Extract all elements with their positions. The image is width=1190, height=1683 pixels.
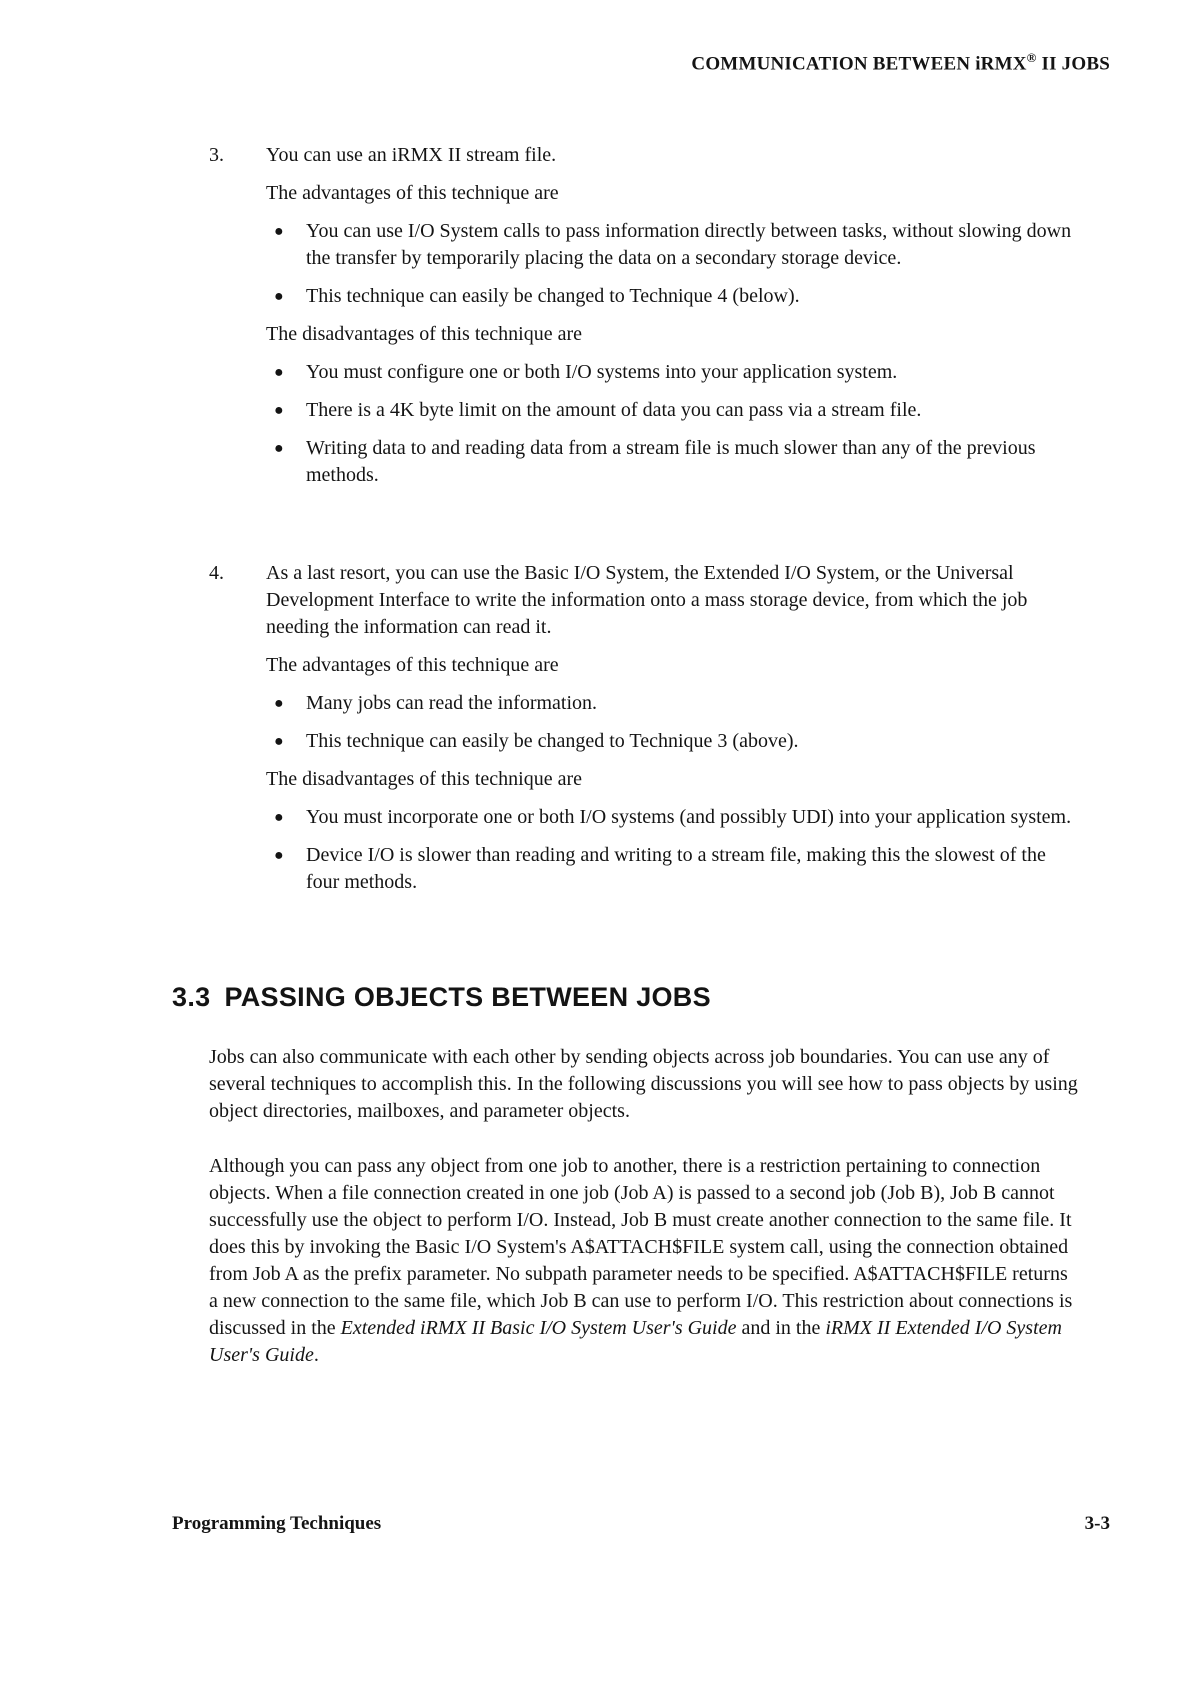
advantages-label: The advantages of this technique are: [266, 182, 559, 204]
bullet-icon: ●: [274, 402, 284, 419]
advantages-list: [266, 690, 1081, 755]
disadvantages-list: [266, 359, 1081, 489]
list-item: ● You can use I/O System calls to pass information directly between tasks, without slowing down the transfer by temporarily placing the data on a secondary storage device.: [274, 220, 1072, 269]
registered-mark: ®: [1026, 50, 1037, 65]
reference-title: Extended iRMX II Basic I/O System User's Guide: [340, 1317, 737, 1339]
section-number: 3.3: [172, 982, 211, 1012]
bullet-icon: ●: [274, 288, 284, 305]
running-header: [691, 50, 1110, 75]
bullet-icon: ●: [274, 695, 284, 712]
numbered-item-4: [209, 560, 1081, 907]
list-item: ● There is a 4K byte limit on the amount of data you can pass via a stream file.: [266, 397, 1081, 424]
section-paragraph-2: Although you can pass any object from one job to another, there is a restriction pertaining to connection objects. When a file connection created in one job (Job A) is passed to a second job (Job B), Job B cannot successfully use the object to perform I/O. Instead, Job B must create another connection to the same file. It does this by invoking the Basic I/O System's A$ATTACH$FILE system call, using the connection obtained from Job A as the prefix parameter. No subpath parameter needs to be specified. A$ATTACH$FILE returns a new connection to the same file, which Job B can use to perform I/O. This restriction about connections is discussed in the Extended iRMX II Basic I/O System User's Guide and in the iRMX II Extended I/O System User's Guide.: [209, 1155, 1073, 1366]
section-heading: [172, 982, 711, 1013]
list-item: ● You must incorporate one or both I/O systems (and possibly UDI) into your application system.: [266, 804, 1081, 831]
section-paragraph-1: Jobs can also communicate with each other by sending objects across job boundaries. You can use any of several techniques to accomplish this. In the following discussions you will see how to pass objects by using object directories, mailboxes, and parameter objects.: [209, 1046, 1078, 1122]
footer-chapter-title: Programming Techniques: [172, 1513, 382, 1534]
item-lead: As a last resort, you can use the Basic I/O System, the Extended I/O System, or the Universal Development Interface to write the information onto a mass storage device, from which the job needing the information can read it.: [266, 562, 1028, 638]
advantages-label: The advantages of this technique are: [266, 654, 559, 676]
disadvantages-list: [266, 804, 1081, 896]
bullet-icon: ●: [274, 809, 284, 826]
header-title-suffix: II JOBS: [1036, 53, 1110, 75]
bullet-icon: ●: [274, 847, 284, 864]
list-item: ● This technique can easily be changed to Technique 4 (below).: [266, 283, 1081, 310]
page-number: 3-3: [1084, 1513, 1110, 1534]
advantages-list: [266, 218, 1081, 310]
list-item: ● Device I/O is slower than reading and writing to a stream file, making this the slowest of the four methods.: [274, 844, 1046, 893]
item-number: 4.: [209, 562, 224, 584]
bullet-icon: ●: [274, 440, 284, 457]
section-title: PASSING OBJECTS BETWEEN JOBS: [224, 982, 711, 1012]
list-item: ● You must configure one or both I/O systems into your application system.: [266, 359, 1081, 386]
header-title-prefix: COMMUNICATION BETWEEN iRMX: [691, 53, 1027, 75]
bullet-icon: ●: [274, 223, 284, 240]
numbered-item-3: [209, 142, 1081, 500]
list-item: ● Writing data to and reading data from a stream file is much slower than any of the previous methods.: [274, 437, 1036, 486]
item-lead: You can use an iRMX II stream file.: [266, 144, 557, 166]
reference-title: iRMX II Extended I/O System User's Guide: [209, 1317, 1062, 1366]
list-item: ● Many jobs can read the information.: [266, 690, 1081, 717]
disadvantages-label: The disadvantages of this technique are: [266, 323, 582, 345]
list-item: ● This technique can easily be changed to Technique 3 (above).: [266, 728, 1081, 755]
bullet-icon: ●: [274, 364, 284, 381]
bullet-icon: ●: [274, 733, 284, 750]
disadvantages-label: The disadvantages of this technique are: [266, 768, 582, 790]
item-number: 3.: [209, 144, 224, 166]
